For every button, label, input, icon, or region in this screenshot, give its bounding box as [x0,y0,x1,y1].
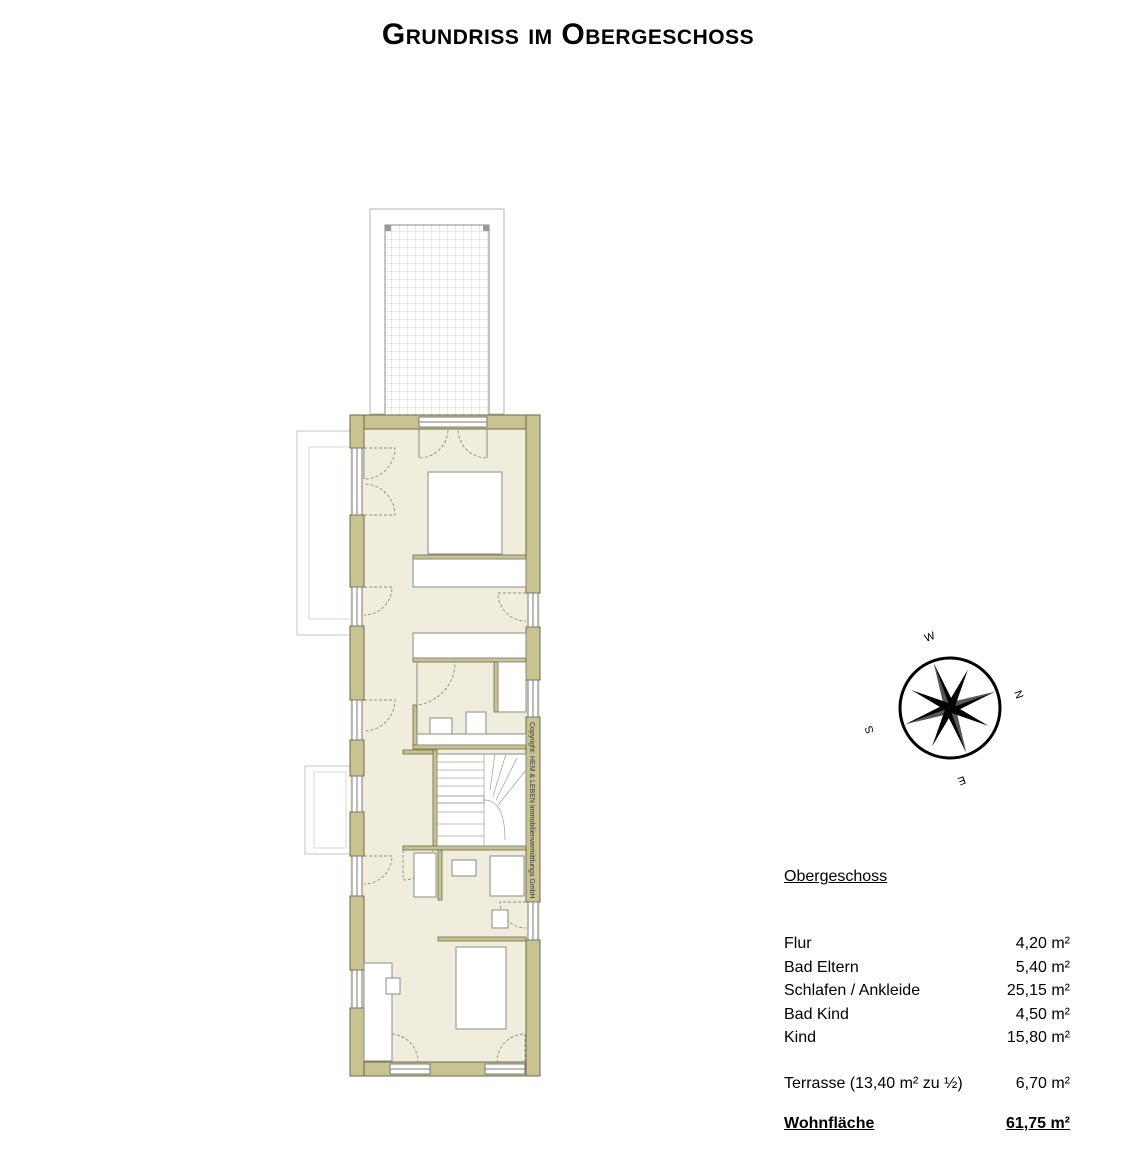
total-name: Wohnfläche [784,1115,875,1132]
room-name: Bad Kind [784,1005,849,1023]
room-area: 15,80 m² [1006,1029,1070,1046]
wardrobe-lower [413,633,526,658]
room-name: Flur [784,935,812,952]
toilet-child [492,910,508,928]
terrace-row [784,1072,1070,1096]
desk-corridor [414,853,436,897]
shower-child [490,856,524,896]
terrace-name: Terrasse (13,40 m² zu ½) [784,1074,963,1092]
bathtub-parents [417,734,526,745]
room-area: 25,15 m² [1006,982,1070,999]
room-name: Bad Eltern [784,958,859,976]
washbasin-2 [466,712,486,734]
room-area: 4,50 m² [1015,1005,1070,1023]
washbasin-child [452,860,476,876]
bed-child [456,947,506,1029]
compass-s: S [863,724,877,736]
area-row [784,956,1070,980]
room-area: 5,40 m² [1015,958,1070,976]
compass-rose-icon [860,620,1050,800]
total-area: 61,75 m² [1005,1115,1070,1132]
chair-child [386,978,400,994]
room-name: Kind [784,1029,817,1046]
compass-w: W [922,629,937,645]
area-table-header: Obergeschoss [784,868,888,885]
wardrobe-upper [413,559,526,587]
copyright-text: Copyright: HEM & LEBEN Immobilienvermittlungs GmbH [528,722,535,899]
area-row [784,1026,1070,1050]
room-name: Schlafen / Ankleide [784,982,921,999]
compass-n: N [1011,688,1026,701]
page-title: Grundriss im Obergeschoss [381,18,755,51]
area-row [784,979,1070,1003]
area-row [784,932,1070,956]
shower-parents [498,662,526,712]
area-table [784,868,1070,1136]
balcony-outline-lower [305,766,351,854]
compass-e: E [956,773,968,787]
terrace-area: 6,70 m² [1015,1074,1070,1092]
total-row [784,1112,1070,1136]
bed-master [428,472,502,554]
area-row [784,1003,1070,1027]
room-area: 4,20 m² [1015,935,1070,952]
balcony-outline-upper [297,431,351,635]
staircase [437,754,526,846]
terrace [370,209,504,415]
